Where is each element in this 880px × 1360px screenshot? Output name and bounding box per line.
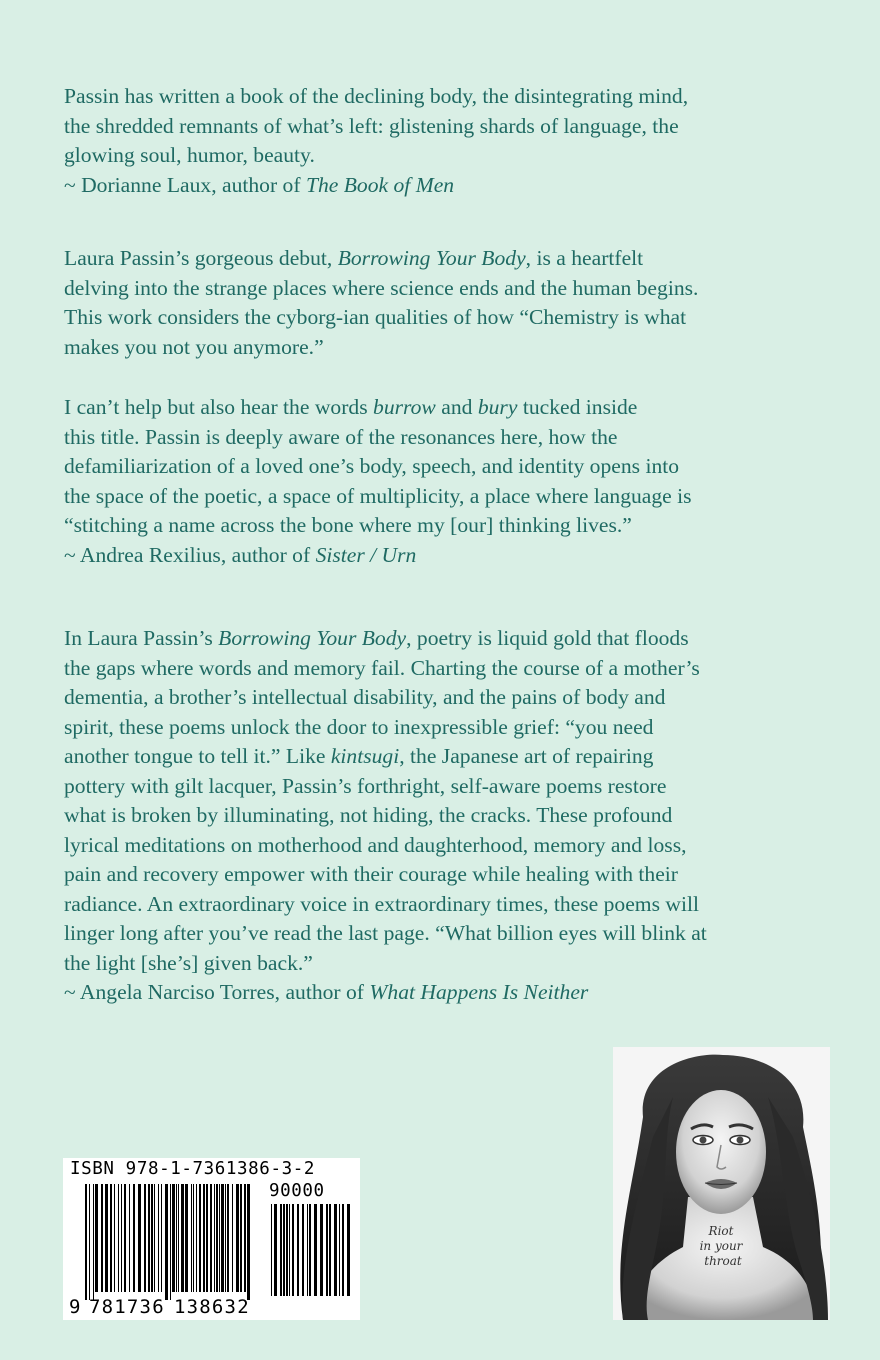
isbn-label: ISBN 978-1-7361386-3-2 bbox=[70, 1159, 315, 1179]
barcode-bar bbox=[314, 1204, 317, 1296]
text-line bbox=[64, 393, 854, 423]
text-line: This work considers the cyborg-ian qualities of how “Chemistry is what bbox=[64, 305, 687, 329]
blurb-text bbox=[64, 244, 854, 362]
isbn-barcode bbox=[63, 1158, 360, 1320]
barcode-bar bbox=[151, 1184, 153, 1292]
italic-word: bury bbox=[477, 395, 518, 419]
barcode-bar bbox=[133, 1184, 135, 1292]
barcode-bar bbox=[191, 1184, 192, 1292]
price-code: 90000 bbox=[269, 1181, 325, 1201]
barcode-bar bbox=[221, 1184, 224, 1292]
book-title: The Book of Men bbox=[305, 172, 455, 197]
barcode-bar bbox=[144, 1184, 146, 1292]
barcode-bar bbox=[271, 1204, 272, 1296]
barcode-bar bbox=[214, 1184, 215, 1292]
text-line: lyrical meditations on motherhood and daughterhood, memory and loss, bbox=[64, 832, 687, 857]
barcode-bar bbox=[216, 1184, 218, 1292]
barcode-bar bbox=[199, 1184, 201, 1292]
barcode-bar bbox=[206, 1184, 208, 1292]
italic-word: kintsugi bbox=[330, 744, 400, 768]
attribution bbox=[64, 541, 854, 571]
text-line: radiance. An extraordinary voice in extraordinary times, these poems will bbox=[64, 891, 700, 916]
barcode-bar bbox=[93, 1184, 94, 1300]
text-line: makes you not you anymore.” bbox=[64, 334, 324, 359]
text-line: the light [she’s] given back.” bbox=[64, 950, 313, 975]
attribution-prefix: ~ Dorianne Laux, author of bbox=[64, 172, 306, 197]
barcode-bar bbox=[178, 1184, 179, 1292]
text-line: defamiliarization of a loved one’s body, speech, and identity opens into bbox=[64, 454, 680, 478]
barcode-bar bbox=[274, 1204, 277, 1296]
barcode-bar bbox=[219, 1184, 220, 1292]
text-line: spirit, these poems unlock the door to inexpressible grief: “you need bbox=[64, 714, 654, 739]
barcode-bar bbox=[342, 1204, 344, 1296]
blurb-text bbox=[64, 82, 854, 200]
barcode-digits-right: 138632 bbox=[174, 1296, 250, 1318]
barcode-bar bbox=[154, 1184, 155, 1292]
text-line: dementia, a brother’s intellectual disability, and the pains of body and bbox=[64, 685, 666, 709]
text-line: pottery with gilt lacquer, Passin’s forthright, self-aware poems restore bbox=[64, 773, 667, 798]
barcode-bar bbox=[129, 1184, 130, 1292]
text-line: glowing soul, humor, beauty. bbox=[64, 143, 315, 167]
text-line bbox=[64, 742, 854, 772]
text-fragment: , is a heartfelt bbox=[525, 246, 644, 270]
barcode-bar bbox=[203, 1184, 205, 1292]
barcode-bar bbox=[89, 1184, 90, 1300]
barcode-bar bbox=[161, 1184, 162, 1292]
barcode-bar bbox=[326, 1204, 328, 1296]
text-fragment: another tongue to tell it.” Like bbox=[64, 744, 331, 768]
barcode-bar bbox=[196, 1184, 197, 1292]
barcode-bar bbox=[138, 1184, 141, 1292]
book-title: Sister / Urn bbox=[315, 542, 417, 567]
barcode-digit-first: 9 bbox=[69, 1296, 81, 1318]
barcode-bar bbox=[292, 1204, 294, 1296]
barcode-bar bbox=[121, 1184, 122, 1292]
barcode-bar bbox=[283, 1204, 285, 1296]
text-fragment: In Laura Passin’s bbox=[64, 626, 219, 650]
text-fragment: , the Japanese art of repairing bbox=[399, 744, 654, 768]
barcode-bar bbox=[236, 1184, 239, 1292]
barcode-bar bbox=[339, 1204, 340, 1296]
barcode-bar bbox=[225, 1184, 226, 1292]
barcode-bar bbox=[227, 1184, 229, 1292]
barcode-bar bbox=[244, 1184, 246, 1292]
text-line: pain and recovery empower with their courage while healing with their bbox=[64, 862, 678, 886]
text-fragment: Laura Passin’s gorgeous debut, bbox=[64, 246, 338, 270]
barcode-bar bbox=[232, 1184, 233, 1292]
barcode-bar bbox=[158, 1184, 159, 1292]
text-line: “stitching a name across the bone where my [our] thinking lives.” bbox=[64, 513, 632, 537]
text-line: this title. Passin is deeply aware of the resonances here, how the bbox=[64, 424, 618, 449]
italic-word: burrow bbox=[373, 395, 436, 419]
barcode-bar bbox=[240, 1184, 242, 1292]
text-fragment: , poetry is liquid gold that floods bbox=[406, 626, 689, 650]
barcode-bar bbox=[280, 1204, 282, 1296]
blurb-dorianne-laux bbox=[64, 82, 854, 200]
barcode-bar bbox=[286, 1204, 288, 1296]
text-line: the space of the poetic, a space of multiplicity, a place where language is bbox=[64, 483, 692, 508]
tattoo-text: throat bbox=[704, 1254, 742, 1268]
blurb-text bbox=[64, 393, 854, 570]
text-fragment: I can’t help but also hear the words bbox=[64, 395, 374, 419]
blurb-text bbox=[64, 624, 854, 1008]
barcode-bar bbox=[176, 1184, 177, 1292]
blurb-laura-passin-debut bbox=[64, 244, 854, 362]
barcode-bar bbox=[124, 1184, 126, 1292]
tattoo-text: Riot bbox=[708, 1224, 734, 1238]
portrait-image bbox=[613, 1047, 830, 1320]
barcode-bar bbox=[302, 1204, 304, 1296]
barcode-bar bbox=[165, 1184, 168, 1300]
barcode-bar bbox=[85, 1184, 87, 1300]
barcode-digits-left: 781736 bbox=[89, 1296, 165, 1318]
barcode-bar bbox=[289, 1204, 290, 1296]
blurb-angela-narciso-torres bbox=[64, 624, 854, 1008]
barcode-bar bbox=[185, 1184, 188, 1292]
text-line: what is broken by illuminating, not hiding, the cracks. These profound bbox=[64, 803, 673, 827]
book-title: Borrowing Your Body bbox=[337, 246, 526, 270]
blurb-andrea-rexilius bbox=[64, 393, 854, 570]
barcode-bar bbox=[148, 1184, 150, 1292]
barcode-bar bbox=[320, 1204, 323, 1296]
barcode-bar bbox=[307, 1204, 308, 1296]
barcode-bar bbox=[95, 1184, 98, 1292]
barcode-bar bbox=[105, 1184, 108, 1292]
text-line: the shredded remnants of what’s left: glistening shards of language, the bbox=[64, 113, 679, 138]
attribution-prefix: ~ Angela Narciso Torres, author of bbox=[64, 980, 370, 1004]
author-portrait-illustration bbox=[613, 1047, 830, 1320]
text-line: Passin has written a book of the declining body, the disintegrating mind, bbox=[64, 84, 689, 108]
text-fragment: tucked inside bbox=[517, 395, 638, 419]
attribution bbox=[64, 978, 854, 1008]
book-title: What Happens Is Neither bbox=[369, 980, 589, 1004]
text-line: linger long after you’ve read the last page. “What billion eyes will blink at bbox=[64, 921, 707, 945]
attribution-prefix: ~ Andrea Rexilius, author of bbox=[64, 542, 316, 567]
barcode-bar bbox=[172, 1184, 175, 1292]
text-line: the gaps where words and memory fail. Charting the course of a mother’s bbox=[64, 655, 700, 680]
barcode-bar bbox=[210, 1184, 212, 1292]
attribution bbox=[64, 171, 854, 201]
tattoo-text: in your bbox=[699, 1239, 743, 1253]
barcode-bar bbox=[309, 1204, 311, 1296]
barcode-bar bbox=[170, 1184, 171, 1300]
text-line: delving into the strange places where science ends and the human begins. bbox=[64, 275, 699, 300]
barcode-bar bbox=[118, 1184, 119, 1292]
barcode-bar bbox=[329, 1204, 331, 1296]
barcode-bar bbox=[101, 1184, 103, 1292]
face bbox=[676, 1090, 766, 1214]
barcode-bar bbox=[297, 1204, 299, 1296]
text-fragment: and bbox=[435, 395, 478, 419]
barcode-bar bbox=[181, 1184, 184, 1292]
text-line bbox=[64, 244, 854, 274]
barcode-bar bbox=[110, 1184, 112, 1292]
barcode-bar bbox=[114, 1184, 115, 1292]
book-title: Borrowing Your Body bbox=[218, 626, 407, 650]
text-line bbox=[64, 624, 854, 654]
barcode-bar bbox=[347, 1204, 350, 1296]
barcode-bar bbox=[247, 1184, 250, 1300]
barcode-bar bbox=[193, 1184, 194, 1292]
barcode-bar bbox=[334, 1204, 337, 1296]
